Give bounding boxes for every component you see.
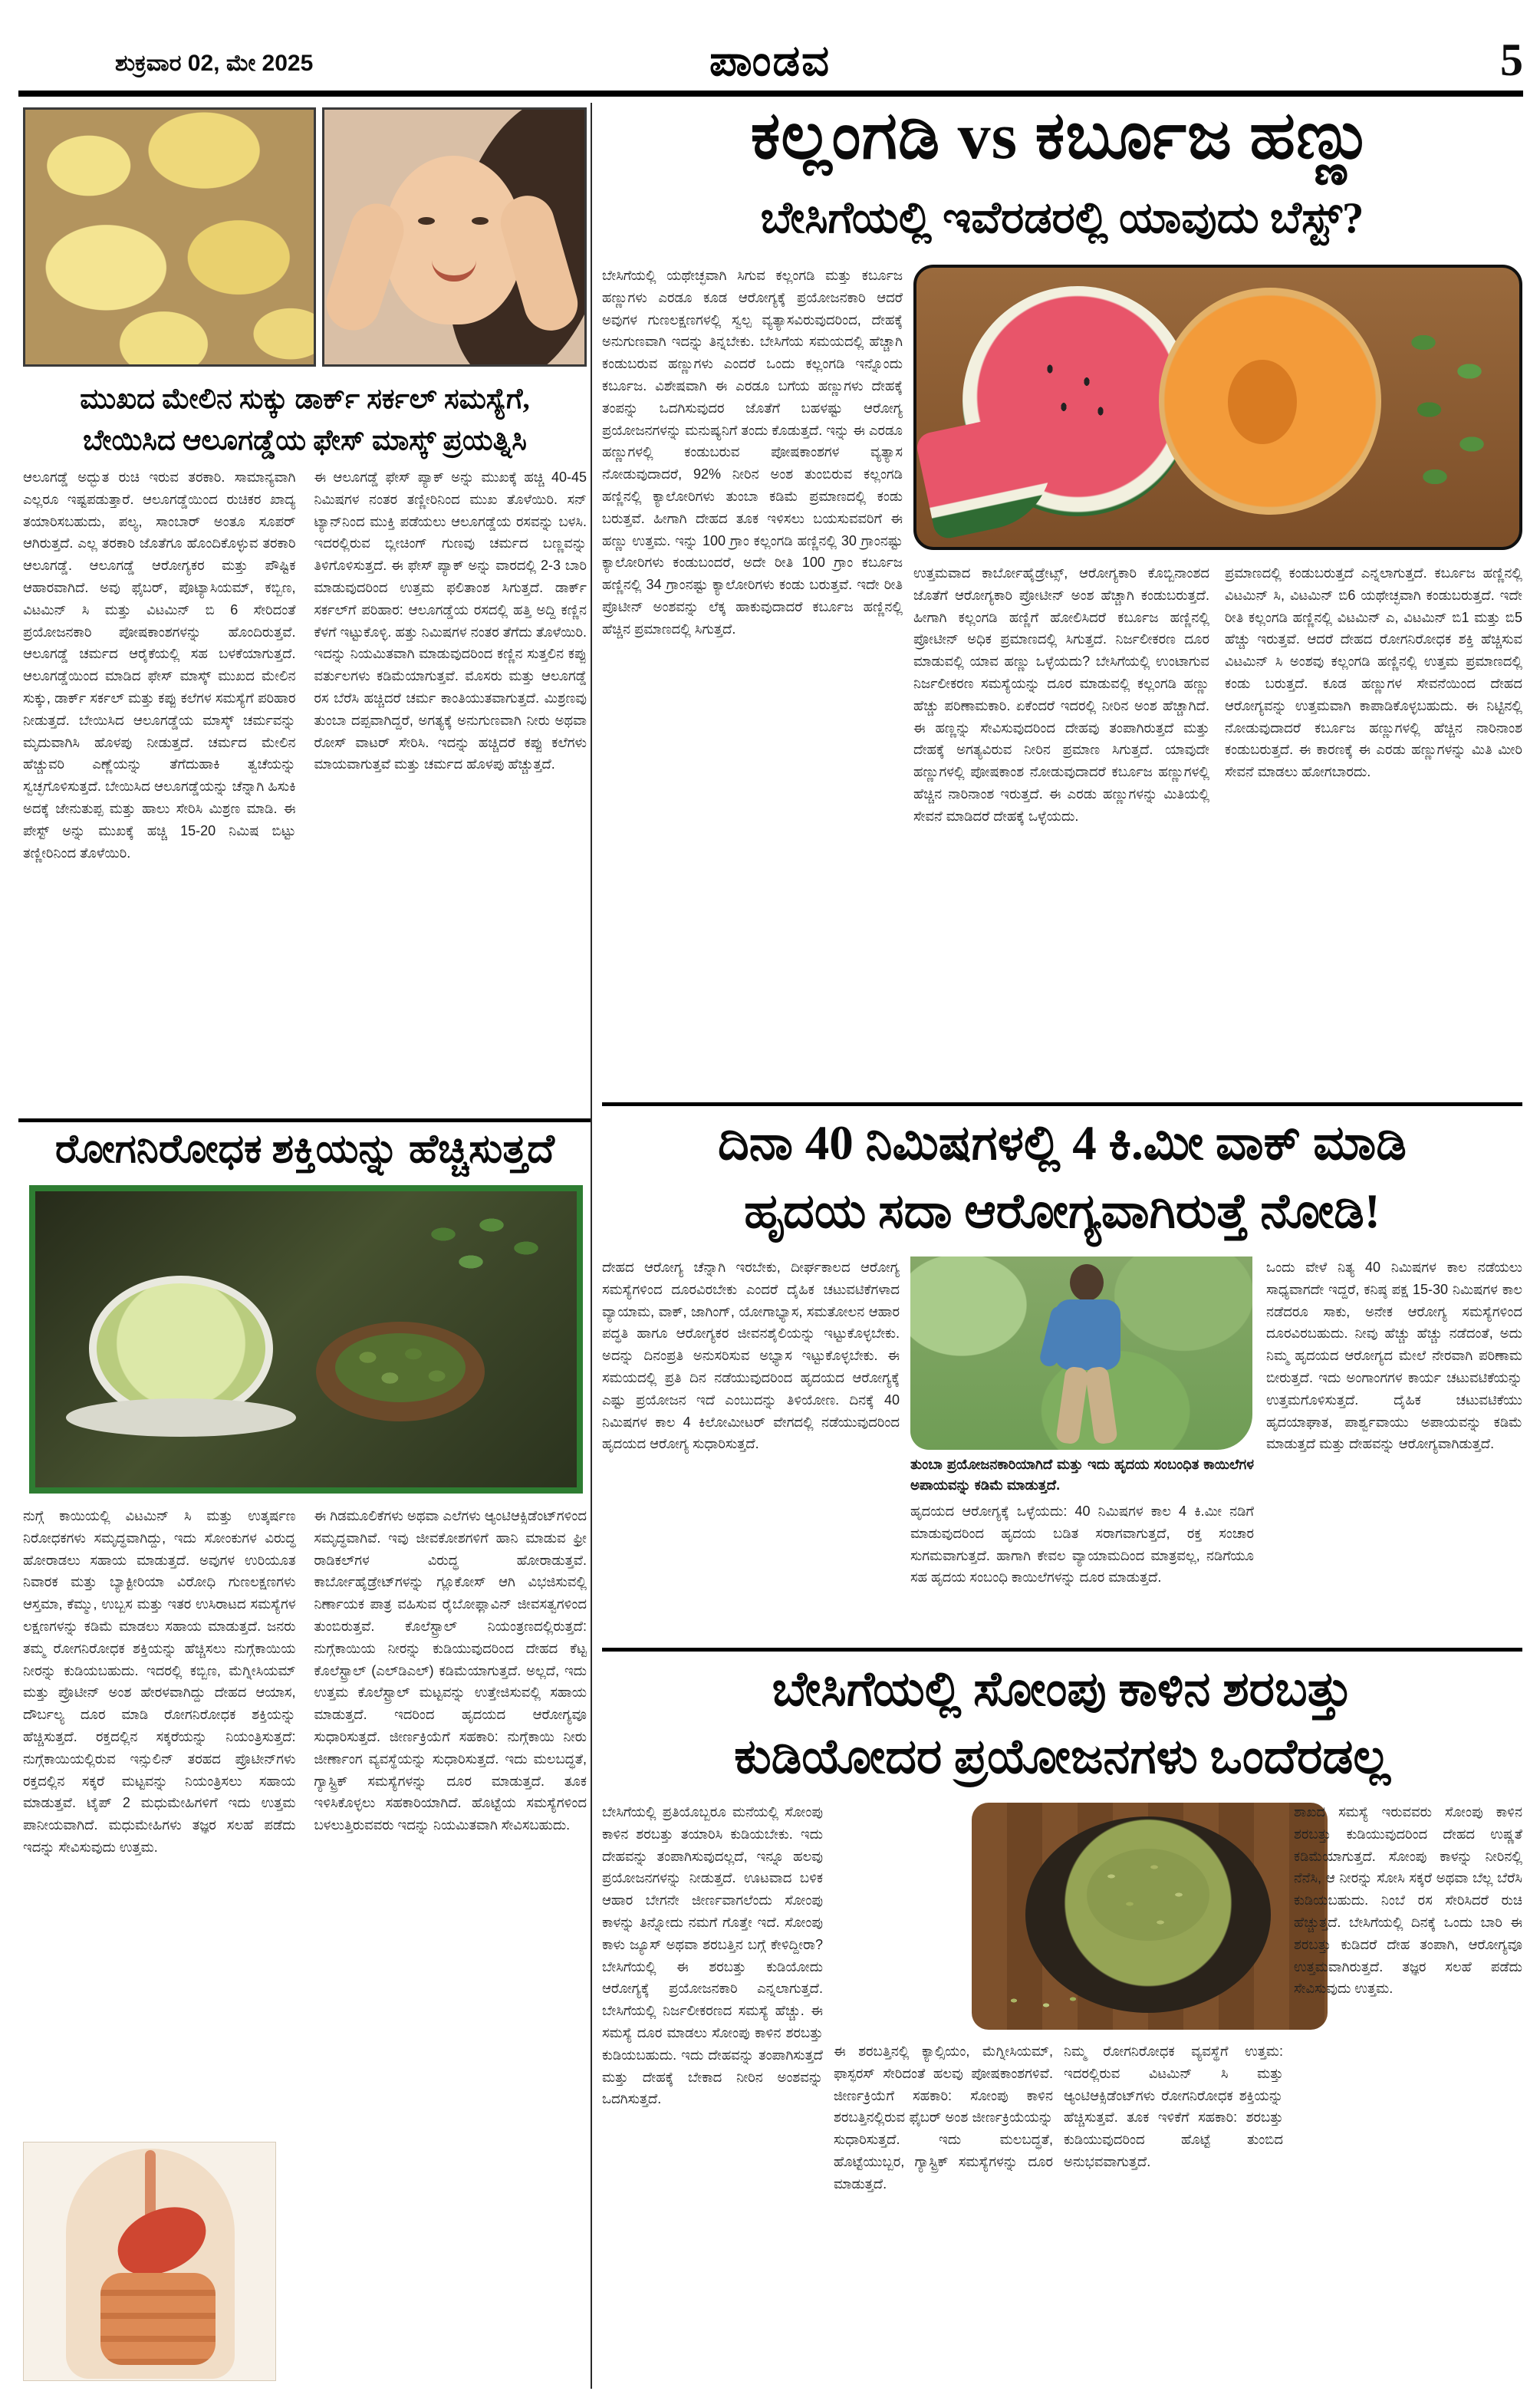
woman-eye-left xyxy=(418,217,435,225)
woman-face-photo xyxy=(322,107,587,367)
walk-body-column-1: ದೇಹದ ಆರೋಗ್ಯ ಚೆನ್ನಾಗಿ ಇರಬೇಕು, ದೀರ್ಘಕಾಲದ ಆರೋಗ್ಯ ಸಮಸ್ಯೆಗಳಿಂದ ದೂರವಿರಬೇಕು ಎಂದರೆ ದೈಹಿಕ ಚಟುವಟಿಕೆಗಳಾದ ವ್ಯಾಯಾಮ, ವಾಕ್, ಜಾಗಿಂಗ್, ಯೋಗಾಭ್ಯಾಸ, ಸಮತೋಲನ ಆಹಾರ ಪದ್ಧತಿ ಹಾಗೂ ಆರೋಗ್ಯಕರ ಜೀವನಶೈಲಿಯನ್ನು ಇಟ್ಟುಕೊಳ್ಳಬೇಕು. ಅದನ್ನು ದಿನಂಪ್ರತಿ ಅನುಸರಿಸುವ ಅಭ್ಯಾಸ ಇಟ್ಟುಕೊಳ್ಳಬೇಕು. ಈ ಸಮಯದಲ್ಲಿ ಪ್ರತಿ ದಿನ ನಡೆಯುವುದರಿಂದ ಹೃದಯದ ಆರೋಗ್ಯಕ್ಕೆ ಎಷ್ಟು ಪ್ರಯೋಜನ ಇದೆ ಎಂಬುದನ್ನು ತಿಳಿಯೋಣ. ದಿನಕ್ಕೆ 40 ನಿಮಿಷಗಳ ಕಾಲ 4 ಕಿಲೋಮೀಟರ್ ವೇಗದಲ್ಲಿ ನಡೆಯುವುದರಿಂದ ಹೃದಯದ ಆರೋಗ್ಯ ಸುಧಾರಿಸುತ್ತದೆ. xyxy=(602,1260,900,1452)
immunity-article-headline: ರೋಗನಿರೋಧಕ ಶಕ್ತಿಯನ್ನು ಹೆಚ್ಚಿಸುತ್ತದೆ xyxy=(55,1128,554,1171)
column-divider xyxy=(591,103,592,2389)
walk-body-column-2 xyxy=(910,1256,1254,1640)
digestive-system-illustration xyxy=(23,2142,276,2381)
green-tea-moringa-photo xyxy=(29,1185,583,1494)
tea-leaves xyxy=(335,1333,466,1402)
fennel-article-headline xyxy=(602,1655,1522,1790)
intestines xyxy=(100,2273,216,2365)
man-leg-right xyxy=(1084,1365,1118,1444)
immunity-body-column-1 xyxy=(23,1505,296,2386)
melon-body-column-1: ಬೇಸಿಗೆಯಲ್ಲಿ ಯಥೇಚ್ಛವಾಗಿ ಸಿಗುವ ಕಲ್ಲಂಗಡಿ ಮತ್ತು ಕರ್ಬೂಜ ಹಣ್ಣುಗಳು ಎರಡೂ ಕೂಡ ಆರೋಗ್ಯಕ್ಕೆ ಪ್ರಯೋಜನಕಾರಿ ಆದರೆ ಅವುಗಳ ಗುಣಲಕ್ಷಣಗಳಲ್ಲಿ ಸ್ವಲ್ಪ ವ್ಯತ್ಯಾಸವಿರುವುದರಿಂದ, ದೇಹಕ್ಕೆ ಅನುಗುಣವಾಗಿ ಇದನ್ನು ತಿನ್ನಬೇಕು. ಬೇಸಿಗೆಯ ಸಮಯದಲ್ಲಿ ಹೆಚ್ಚಾಗಿ ಕಂಡುಬರುವ ಹಣ್ಣುಗಳು ಎಂದರೆ ಒಂದು ಕಲ್ಲಂಗಡಿ ಇನ್ನೊಂದು ಕರ್ಬೂಜ. ವಿಶೇಷವಾಗಿ ಈ ಎರಡೂ ಬಗೆಯ ಹಣ್ಣುಗಳು ದೇಹಕ್ಕೆ ತಂಪನ್ನು ಒದಗಿಸುವುದರ ಜೊತೆಗೆ ಬಹಳಷ್ಟು ಆರೋಗ್ಯ ಪ್ರಯೋಜನಗಳನ್ನು ಮನುಷ್ಯನಿಗೆ ತಂದು ಕೊಡುತ್ತದೆ. ಇನ್ನು ಈ ಎರಡೂ ಹಣ್ಣುಗಳಲ್ಲಿ ಕಂಡುಬರುವ ಪೋಷಕಾಂಶಗಳ ವ್ಯತ್ಯಾಸ ನೋಡುವುದಾದರೆ, 92% ನೀರಿನ ಅಂಶ ತುಂಬಿರುವ ಕಲ್ಲಂಗಡಿ ಹಣ್ಣಿನಲ್ಲಿ ಕ್ಯಾಲೋರಿಗಳು ತುಂಬಾ ಕಡಿಮೆ ಪ್ರಮಾಣದಲ್ಲಿ ಕಂಡು ಬರುತ್ತವೆ. ಹೀಗಾಗಿ ದೇಹದ ತೂಕ ಇಳಿಸಲು ಬಯಸುವವರಿಗೆ ಈ ಹಣ್ಣು ಉತ್ತಮ. ಇನ್ನು 100 ಗ್ರಾಂ ಕಲ್ಲಂಗಡಿ ಹಣ್ಣಿನಲ್ಲಿ 30 ಗ್ರಾಂನಷ್ಟು ಕ್ಯಾಲೋರಿಗಳು ಕಂಡುಬಂದರೆ, ಅದೇ ರೀತಿ 100 ಗ್ರಾಂ ಕರ್ಬೂಜ ಹಣ್ಣಿನಲ್ಲಿ 34 ಗ್ರಾಂನಷ್ಟು ಕ್ಯಾಲೋರಿಗಳು ಕಂಡು ಬರುತ್ತವೆ. ಇದೇ ರೀತಿ ಪ್ರೊಟೀನ್ ಅಂಶವನ್ನು ಲೆಕ್ಕ ಹಾಕುವುದಾದರೆ ಕರ್ಬೂಜ ಹಣ್ಣಿನಲ್ಲಿ ಹೆಚ್ಚಿನ ಪ್ರಮಾಣದಲ್ಲಿ ಸಿಗುತ್ತದೆ. xyxy=(602,268,903,637)
edition-date: ಶುಕ್ರವಾರ 02, ಮೇ 2025 xyxy=(115,51,314,76)
potato-headline-line1: ಮುಖದ ಮೇಲಿನ ಸುಕ್ಕು ಡಾರ್ಕ್ ಸರ್ಕಲ್ ಸಮಸ್ಯೆಗೆ, xyxy=(80,384,530,415)
walk-body-column-3: ಒಂದು ವೇಳೆ ನಿತ್ಯ 40 ನಿಮಿಷಗಳ ಕಾಲ ನಡೆಯಲು ಸಾಧ್ಯವಾಗದೇ ಇದ್ದರೆ, ಕನಿಷ್ಠ ಪಕ್ಷ 15-30 ನಿಮಿಷಗಳ ಕಾಲ ನಡೆದರೂ ಸಾಕು, ಅನೇಕ ಆರೋಗ್ಯ ಸಮಸ್ಯೆಗಳಿಂದ ದೂರವಿರಬಹುದು. ನೀವು ಹೆಚ್ಚು ಹೆಚ್ಚು ನಡೆದಂತೆ, ಅದು ನಿಮ್ಮ ಹೃದಯದ ಆರೋಗ್ಯದ ಮೇಲೆ ನೇರವಾಗಿ ಪರಿಣಾಮ ಬೀರುತ್ತದೆ. ಇದು ಅಂಗಾಂಗಗಳ ಕಾರ್ಯ ಚಟುವಟಿಕೆಯನ್ನು ಉತ್ತಮಗೊಳಿಸುತ್ತದೆ. ದೈಹಿಕ ಚಟುವಟಿಕೆಯು ಹೃದಯಾಘಾತ, ಪಾರ್ಶ್ವವಾಯು ಅಪಾಯವನ್ನು ಕಡಿಮೆ ಮಾಡುತ್ತದೆ ಮತ್ತು ದೇಹವನ್ನು ಆರೋಗ್ಯವಾಗಿಡುತ್ತದೆ. xyxy=(1266,1260,1522,1452)
immunity-article-body xyxy=(23,1505,587,2386)
section-rule xyxy=(602,1102,1522,1106)
potato-headline-line2: ಬೇಯಿಸಿದ ಆಲೂಗಡ್ಡೆಯ ಫೇಸ್ ಮಾಸ್ಕ್ ಪ್ರಯತ್ನಿಸಿ xyxy=(83,424,527,456)
melon-body-column-2: ಉತ್ತಮವಾದ ಕಾರ್ಬೋಹೈಡ್ರೇಟ್ಸ್, ಆರೋಗ್ಯಕಾರಿ ಕೊಬ್ಬಿನಾಂಶದ ಜೊತೆಗೆ ಆರೋಗ್ಯಕಾರಿ ಪ್ರೋಟೀನ್ ಅಂಶ ಹೆಚ್ಚಾಗಿ ಕಂಡುಬರುತ್ತದೆ. ಹೀಗಾಗಿ ಕಲ್ಲಂಗಡಿ ಹಣ್ಣಿಗೆ ಹೋಲಿಸಿದರೆ ಕರ್ಬೂಜ ಹಣ್ಣಿನಲ್ಲಿ ಪ್ರೋಟೀನ್ ಅಧಿಕ ಪ್ರಮಾಣದಲ್ಲಿ ಸಿಗುತ್ತದೆ. ನಿರ್ಜಲೀಕರಣ ದೂರ ಮಾಡುವಲ್ಲಿ ಯಾವ ಹಣ್ಣು ಒಳ್ಳೆಯದು? ಬೇಸಿಗೆಯಲ್ಲಿ ಉಂಟಾಗುವ ನಿರ್ಜಲೀಕರಣ ಸಮಸ್ಯೆಯನ್ನು ದೂರ ಮಾಡುವಲ್ಲಿ ಕಲ್ಲಂಗಡಿ ಹಣ್ಣು ಹೆಚ್ಚು ಪರಿಣಾಮಕಾರಿ. ಏಕೆಂದರೆ ಇದರಲ್ಲಿ ನೀರಿನ ಅಂಶ ಹೆಚ್ಚಾಗಿದೆ. ಈ ಹಣ್ಣನ್ನು ಸೇವಿಸುವುದರಿಂದ ದೇಹವು ತಂಪಾಗಿರುತ್ತದೆ ಮತ್ತು ದೇಹಕ್ಕೆ ಅಗತ್ಯವಿರುವ ನೀರಿನ ಪ್ರಮಾಣ ಸಿಗುತ್ತದೆ. ಯಾವುದೇ ಹಣ್ಣುಗಳಲ್ಲಿ ಪೋಷಕಾಂಶ ನೋಡುವುದಾದರೆ ಕರ್ಬೂಜ ಹಣ್ಣುಗಳಲ್ಲಿ ಹೆಚ್ಚಿನ ನಾರಿನಾಂಶ ಇರುತ್ತದೆ. ಈ ಎರಡು ಹಣ್ಣುಗಳನ್ನು ಮಿತಿಯಲ್ಲಿ ಸೇವನೆ ಮಾಡಿದರೆ ದೇಹಕ್ಕೆ ಒಳ್ಳೆಯದು. xyxy=(913,565,1209,824)
potato-article-headline xyxy=(23,379,587,461)
watermelon-muskmelon-photo xyxy=(913,265,1522,550)
walk-article-body xyxy=(602,1256,1522,1642)
walk-article-headline xyxy=(602,1109,1522,1247)
fennel-body-column-1: ಬೇಸಿಗೆಯಲ್ಲಿ ಪ್ರತಿಯೊಬ್ಬರೂ ಮನೆಯಲ್ಲಿ ಸೋಂಪು ಕಾಳಿನ ಶರಬತ್ತು ತಯಾರಿಸಿ ಕುಡಿಯಬೇಕು. ಇದು ದೇಹವನ್ನು ತಂಪಾಗಿಸುವುದಲ್ಲದೆ, ಇನ್ನೂ ಹಲವು ಪ್ರಯೋಜನಗಳನ್ನು ನೀಡುತ್ತದೆ. ಊಟವಾದ ಬಳಿಕ ಆಹಾರ ಬೇಗನೇ ಜೀರ್ಣವಾಗಲೆಂದು ಸೋಂಪು ಕಾಳನ್ನು ತಿನ್ನೋದು ನಮಗೆ ಗೊತ್ತೇ ಇದೆ. ಸೋಂಪು ಕಾಳು ಜ್ಯೂಸ್ ಅಥವಾ ಶರಬತ್ತಿನ ಬಗ್ಗೆ ಕೇಳಿದ್ದೀರಾ? ಬೇಸಿಗೆಯಲ್ಲಿ ಈ ಶರಬತ್ತು ಕುಡಿಯೋದು ಆರೋಗ್ಯಕ್ಕೆ ಪ್ರಯೋಜನಕಾರಿ ಎನ್ನಲಾಗುತ್ತದೆ. ಬೇಸಿಗೆಯಲ್ಲಿ ನಿರ್ಜಲೀಕರಣದ ಸಮಸ್ಯೆ ಹೆಚ್ಚು. ಈ ಸಮಸ್ಯೆ ದೂರ ಮಾಡಲು ಸೋಂಪು ಕಾಳಿನ ಶರಬತ್ತು ಕುಡಿಯಬಹುದು. ಇದು ದೇಹವನ್ನು ತಂಪಾಗಿಸುತ್ತದೆ ಮತ್ತು ದೇಹಕ್ಕೆ ಬೇಕಾದ ನೀರಿನ ಅಂಶವನ್ನು ಒದಗಿಸುತ್ತದೆ. xyxy=(602,1804,823,2107)
walk-photo-caption: ತುಂಬಾ ಪ್ರಯೋಜನಕಾರಿಯಾಗಿದೆ ಮತ್ತು ಇದು ಹೃದಯ ಸಂಬಂಧಿತ ಕಾಯಿಲೆಗಳ ಅಪಾಯವನ್ನು ಕಡಿಮೆ ಮಾಡುತ್ತದೆ. xyxy=(910,1457,1254,1493)
watermelon-seeds xyxy=(1032,352,1124,436)
melon-article-subheadline: ಬೇಸಿಗೆಯಲ್ಲಿ ಇವೆರಡರಲ್ಲಿ ಯಾವುದು ಬೆಸ್ಟ್? xyxy=(760,194,1364,242)
walking-man-photo xyxy=(910,1256,1252,1450)
potato-body-column-2: ಈ ಆಲೂಗಡ್ಡೆ ಫೇಸ್ ಪ್ಯಾಕ್ ಅನ್ನು ಮುಖಕ್ಕೆ ಹಚ್ಚಿ 40-45 ನಿಮಿಷಗಳ ನಂತರ ತಣ್ಣೀರಿನಿಂದ ಮುಖ ತೊಳೆಯಿರಿ. ಸನ್ ಟ್ಯಾನ್‌ನಿಂದ ಮುಕ್ತಿ ಪಡೆಯಲು ಆಲೂಗಡ್ಡೆಯ ರಸವನ್ನು ಬಳಸಿ. ಇದರಲ್ಲಿರುವ ಬ್ಲೀಚಿಂಗ್ ಗುಣವು ಚರ್ಮದ ಬಣ್ಣವನ್ನು ತಿಳಿಗೊಳಿಸುತ್ತದೆ. ಈ ಫೇಸ್ ಪ್ಯಾಕ್ ಅನ್ನು ವಾರದಲ್ಲಿ 2-3 ಬಾರಿ ಮಾಡುವುದರಿಂದ ಉತ್ತಮ ಫಲಿತಾಂಶ ಸಿಗುತ್ತದೆ. ಡಾರ್ಕ್ ಸರ್ಕಲ್‌ಗೆ ಪರಿಹಾರ: ಆಲೂಗಡ್ಡೆಯ ರಸದಲ್ಲಿ ಹತ್ತಿ ಅದ್ದಿ ಕಣ್ಣಿನ ಕೆಳಗೆ ಇಟ್ಟುಕೊಳ್ಳಿ. ಹತ್ತು ನಿಮಿಷಗಳ ನಂತರ ತೆಗೆದು ತೊಳೆಯಿರಿ. ಇದನ್ನು ನಿಯಮಿತವಾಗಿ ಮಾಡುವುದರಿಂದ ಕಣ್ಣಿನ ಸುತ್ತಲಿನ ಕಪ್ಪು ವರ್ತುಲಗಳು ಕಡಿಮೆಯಾಗುತ್ತವೆ. ಮೊಸರು ಮತ್ತು ಆಲೂಗಡ್ಡೆ ರಸ ಬೆರೆಸಿ ಹಚ್ಚಿದರೆ ಚರ್ಮ ಕಾಂತಿಯುತವಾಗುತ್ತದೆ. ಮಿಶ್ರಣವು ತುಂಬಾ ದಪ್ಪವಾಗಿದ್ದರೆ, ಅಗತ್ಯಕ್ಕೆ ಅನುಗುಣವಾಗಿ ನೀರು ಅಥವಾ ರೋಸ್ ವಾಟರ್ ಸೇರಿಸಿ. ಇದನ್ನು ಹಚ್ಚಿದರೆ ಕಪ್ಪು ಕಲೆಗಳು ಮಾಯವಾಗುತ್ತವೆ ಮತ್ತು ಚರ್ಮದ ಹೊಳಪು ಹೆಚ್ಚುತ್ತದೆ. xyxy=(314,469,587,772)
melon-body-column-3: ಪ್ರಮಾಣದಲ್ಲಿ ಕಂಡುಬರುತ್ತದೆ ಎನ್ನಲಾಗುತ್ತದೆ. ಕರ್ಬೂಜ ಹಣ್ಣಿನಲ್ಲಿ ವಿಟಮಿನ್ ಸಿ, ವಿಟಮಿನ್ ಬಿ6 ಯಥೇಚ್ಛವಾಗಿ ಕಂಡುಬರುತ್ತದೆ. ಇದೇ ರೀತಿ ಕಲ್ಲಂಗಡಿ ಹಣ್ಣಿನಲ್ಲಿ ವಿಟಮಿನ್ ಎ, ವಿಟಮಿನ್ ಬಿ1 ಮತ್ತು ಬಿ5 ಹೆಚ್ಚು ಇರುತ್ತವೆ. ಆದರೆ ದೇಹದ ರೋಗನಿರೋಧಕ ಶಕ್ತಿ ಹೆಚ್ಚಿಸುವ ವಿಟಮಿನ್ ಸಿ ಅಂಶವು ಕಲ್ಲಂಗಡಿ ಹಣ್ಣಿನಲ್ಲಿ ಉತ್ತಮ ಪ್ರಮಾಣದಲ್ಲಿ ಕಂಡು ಬರುತ್ತದೆ. ಕೂಡ ಹಣ್ಣುಗಳ ಸೇವನೆಯಿಂದ ದೇಹದ ಆರೋಗ್ಯವನ್ನು ಉತ್ತಮವಾಗಿ ಕಾಪಾಡಿಕೊಳ್ಳಬಹುದು. ಈ ನಿಟ್ಟಿನಲ್ಲಿ ನೋಡುವುದಾದರೆ ಕರ್ಬೂಜ ಹಣ್ಣುಗಳಲ್ಲಿ ಹೆಚ್ಚಿನ ನಾರಿನಾಂಶ ಕಂಡುಬರುತ್ತದೆ. ಈ ಕಾರಣಕ್ಕೆ ಈ ಎರಡು ಹಣ್ಣುಗಳನ್ನು ಮಿತಿ ಮೀರಿ ಸೇವನೆ ಮಾಡಲು ಹೋಗಬಾರದು. xyxy=(1225,565,1522,780)
mint-leaves xyxy=(1389,314,1504,506)
section-rule xyxy=(602,1648,1522,1652)
fennel-body-column-3: ನಿಮ್ಮ ರೋಗನಿರೋಧಕ ವ್ಯವಸ್ಥೆಗೆ ಉತ್ತಮ: ಇದರಲ್ಲಿರುವ ವಿಟಮಿನ್ ಸಿ ಮತ್ತು ಆ್ಯಂಟಿಆಕ್ಸಿಡೆಂಟ್‌ಗಳು ರೋಗನಿರೋಧಕ ಶಕ್ತಿಯನ್ನು ಹೆಚ್ಚಿಸುತ್ತವೆ. ತೂಕ ಇಳಿಕೆಗೆ ಸಹಕಾರಿ: ಶರಬತ್ತು ಕುಡಿಯುವುದರಿಂದ ಹೊಟ್ಟೆ ತುಂಬಿದ ಅನುಭವವಾಗುತ್ತದೆ. xyxy=(1064,2044,1283,2169)
immunity-body-column-2: ಈ ಗಿಡಮೂಲಿಕೆಗಳು ಅಥವಾ ಎಲೆಗಳು ಆ್ಯಂಟಿಆಕ್ಸಿಡೆಂಟ್‌ಗಳಿಂದ ಸಮೃದ್ಧವಾಗಿವೆ. ಇವು ಜೀವಕೋಶಗಳಿಗೆ ಹಾನಿ ಮಾಡುವ ಫ್ರೀ ರಾಡಿಕಲ್‌ಗಳ ವಿರುದ್ಧ ಹೋರಾಡುತ್ತವೆ. ಕಾರ್ಬೋಹೈಡ್ರೇಟ್‌ಗಳನ್ನು ಗ್ಲೂಕೋಸ್ ಆಗಿ ವಿಭಜಿಸುವಲ್ಲಿ ನಿರ್ಣಾಯಕ ಪಾತ್ರ ವಹಿಸುವ ರೈಬೋಫ್ಲಾವಿನ್ ಜೀವಸತ್ವಗಳಿಂದ ತುಂಬಿರುತ್ತವೆ. ಕೊಲೆಸ್ಟ್ರಾಲ್ ನಿಯಂತ್ರಣದಲ್ಲಿರುತ್ತದೆ: ನುಗ್ಗೆಕಾಯಿಯ ನೀರನ್ನು ಕುಡಿಯುವುದರಿಂದ ದೇಹದ ಕೆಟ್ಟ ಕೊಲೆಸ್ಟ್ರಾಲ್ (ಎಲ್‌ಡಿಎಲ್) ಕಡಿಮೆಯಾಗುತ್ತದೆ. ಅಲ್ಲದೆ, ಇದು ಉತ್ತಮ ಕೊಲೆಸ್ಟ್ರಾಲ್ ಮಟ್ಟವನ್ನು ಉತ್ತೇಜಿಸುವಲ್ಲಿ ಸಹಾಯ ಮಾಡುತ್ತದೆ. ಇದರಿಂದ ಹೃದಯದ ಆರೋಗ್ಯವೂ ಸುಧಾರಿಸುತ್ತದೆ. ಜೀರ್ಣಕ್ರಿಯೆಗೆ ಸಹಕಾರಿ: ನುಗ್ಗೆಕಾಯಿ ನೀರು ಜೀರ್ಣಾಂಗ ವ್ಯವಸ್ಥೆಯನ್ನು ಸುಧಾರಿಸುತ್ತದೆ. ಇದು ಮಲಬದ್ಧತೆ, ಗ್ಯಾಸ್ಟ್ರಿಕ್ ಸಮಸ್ಯೆಗಳನ್ನು ದೂರ ಮಾಡುತ್ತದೆ. ತೂಕ ಇಳಿಸಿಕೊಳ್ಳಲು ಸಹಕಾರಿಯಾಗಿದೆ. ಹೊಟ್ಟೆಯ ಸಮಸ್ಯೆಗಳಿಂದ ಬಳಲುತ್ತಿರುವವರು ಇದನ್ನು ನಿಯಮಿತವಾಗಿ ಸೇವಿಸಬಹುದು. xyxy=(314,1508,587,1833)
leaf-branch xyxy=(416,1207,554,1299)
melon-article-headline: ಕಲ್ಲಂಗಡಿ vs ಕರ್ಬೂಜ ಹಣ್ಣು xyxy=(750,99,1374,173)
header-rule xyxy=(18,91,1523,97)
immunity-column-1-text: ನುಗ್ಗೆ ಕಾಯಿಯಲ್ಲಿ ವಿಟಮಿನ್ ಸಿ ಮತ್ತು ಉತ್ಕರ್ಷಣ ನಿರೋಧಕಗಳು ಸಮೃದ್ಧವಾಗಿದ್ದು, ಇದು ಸೋಂಕುಗಳ ವಿರುದ್ಧ ಹೋರಾಡಲು ಸಹಾಯ ಮಾಡುತ್ತದೆ. ಅವುಗಳ ಉರಿಯೂತ ನಿವಾರಕ ಮತ್ತು ಬ್ಯಾಕ್ಟೀರಿಯಾ ವಿರೋಧಿ ಗುಣಲಕ್ಷಣಗಳು ಆಸ್ತಮಾ, ಕೆಮ್ಮು, ಉಬ್ಬಸ ಮತ್ತು ಇತರ ಉಸಿರಾಟದ ಸಮಸ್ಯೆಗಳ ಲಕ್ಷಣಗಳನ್ನು ಕಡಿಮೆ ಮಾಡಲು ಸಹಾಯ ಮಾಡುತ್ತದೆ. ಜನರು ತಮ್ಮ ರೋಗನಿರೋಧಕ ಶಕ್ತಿಯನ್ನು ಹೆಚ್ಚಿಸಲು ನುಗ್ಗೆಕಾಯಿಯ ನೀರನ್ನು ಕುಡಿಯಬಹುದು. ಇದರಲ್ಲಿ ಕಬ್ಬಿಣ, ಮೆಗ್ನೀಸಿಯಮ್ ಮತ್ತು ಪ್ರೊಟೀನ್ ಅಂಶ ಹೇರಳವಾಗಿದ್ದು ದೇಹದ ಆಯಾಸ, ದೌರ್ಬಲ್ಯ ದೂರ ಮಾಡಿ ರೋಗನಿರೋಧಕ ಶಕ್ತಿಯನ್ನು ಹೆಚ್ಚಿಸುತ್ತದೆ. ರಕ್ತದಲ್ಲಿನ ಸಕ್ಕರೆಯನ್ನು ನಿಯಂತ್ರಿಸುತ್ತದೆ: ನುಗ್ಗೆಕಾಯಿಯಲ್ಲಿರುವ ಇನ್ಸುಲಿನ್ ತರಹದ ಪ್ರೊಟೀನ್‌ಗಳು ರಕ್ತದಲ್ಲಿನ ಸಕ್ಕರೆ ಮಟ್ಟವನ್ನು ನಿಯಂತ್ರಿಸಲು ಸಹಾಯ ಮಾಡುತ್ತವೆ. ಟೈಪ್ 2 ಮಧುಮೇಹಿಗಳಿಗೆ ಇದು ಉತ್ತಮ ಪಾನೀಯವಾಗಿದೆ. ಮಧುಮೇಹಿಗಳು ತಜ್ಞರ ಸಲಹೆ ಪಡೆದು ಇದನ್ನು ಸೇವಿಸುವುದು ಉತ್ತಮ. xyxy=(23,1508,296,1855)
walk-headline-line1: ದಿನಾ 40 ನಿಮಿಷಗಳಲ್ಲಿ 4 ಕಿ.ಮೀ ವಾಕ್ ಮಾಡಿ xyxy=(718,1116,1407,1170)
fennel-headline-line2: ಕುಡಿಯೋದರ ಪ್ರಯೋಜನಗಳು ಒಂದೆರಡಲ್ಲ xyxy=(734,1730,1390,1784)
boiled-potatoes-photo xyxy=(23,107,316,367)
masthead-title: ಪಾಂಡವ xyxy=(709,38,831,85)
fennel-headline-line1: ಬೇಸಿಗೆಯಲ್ಲಿ ಸೋಂಪು ಕಾಳಿನ ಶರಬತ್ತು xyxy=(772,1662,1353,1716)
potato-article-photos xyxy=(23,107,587,367)
watermelon-wedge xyxy=(914,409,1064,541)
tea-saucer xyxy=(66,1398,296,1437)
esophagus xyxy=(145,2150,156,2219)
page-number: 5 xyxy=(1500,35,1523,85)
walk-column-2-text: ಹೃದಯದ ಆರೋಗ್ಯಕ್ಕೆ ಒಳ್ಳೆಯದು: 40 ನಿಮಿಷಗಳ ಕಾಲ 4 ಕಿ.ಮೀ ನಡಿಗೆ ಮಾಡುವುದರಿಂದ ಹೃದಯ ಬಡಿತ ಸರಾಗವಾಗುತ್ತದೆ, ರಕ್ತ ಸಂಚಾರ ಸುಗಮವಾಗುತ್ತದೆ. ಹಾಗಾಗಿ ಕೇವಲ ವ್ಯಾಯಾಮದಿಂದ ಮಾತ್ರವಲ್ಲ, ನಡಿಗೆಯೂ ಸಹ ಹೃದಯ ಸಂಬಂಧಿ ಕಾಯಿಲೆಗಳನ್ನು ದೂರ ಮಾಡುತ್ತದೆ. xyxy=(910,1504,1254,1586)
fennel-body-column-2: ಈ ಶರಬತ್ತಿನಲ್ಲಿ ಕ್ಯಾಲ್ಸಿಯಂ, ಮೆಗ್ನೀಸಿಯಮ್, ಫಾಸ್ಫರಸ್ ಸೇರಿದಂತೆ ಹಲವು ಪೋಷಕಾಂಶಗಳಿವೆ. ಜೀರ್ಣಕ್ರಿಯೆಗೆ ಸಹಕಾರಿ: ಸೋಂಪು ಕಾಳಿನ ಶರಬತ್ತಿನಲ್ಲಿರುವ ಫೈಬರ್ ಅಂಶ ಜೀರ್ಣಕ್ರಿಯೆಯನ್ನು ಸುಧಾರಿಸುತ್ತದೆ. ಇದು ಮಲಬದ್ಧತೆ, ಹೊಟ್ಟೆಯುಬ್ಬರ, ಗ್ಯಾಸ್ಟ್ರಿಕ್ ಸಮಸ್ಯೆಗಳನ್ನು ದೂರ ಮಾಡುತ್ತದೆ. xyxy=(834,2044,1053,2192)
muskmelon-pit xyxy=(1228,360,1297,444)
potato-article-body xyxy=(23,466,587,1115)
man-leg-left xyxy=(1055,1365,1089,1444)
melon-article-body xyxy=(602,265,1522,1095)
woman-face xyxy=(384,156,522,324)
potato-body-column-1: ಆಲೂಗಡ್ಡೆ ಅದ್ಭುತ ರುಚಿ ಇರುವ ತರಕಾರಿ. ಸಾಮಾನ್ಯವಾಗಿ ಎಲ್ಲರೂ ಇಷ್ಟಪಡುತ್ತಾರೆ. ಆಲೂಗಡ್ಡೆಯಿಂದ ರುಚಿಕರ ಖಾದ್ಯ ತಯಾರಿಸಬಹುದು, ಪಲ್ಯ, ಸಾಂಬಾರ್ ಅಂತೂ ಸೂಪರ್ ಆಗಿರುತ್ತದೆ. ಎಲ್ಲ ತರಕಾರಿ ಜೊತೆಗೂ ಹೊಂದಿಕೊಳ್ಳುವ ತರಕಾರಿ ಆಲೂಗಡ್ಡೆ. ಆಲೂಗಡ್ಡೆ ಆರೋಗ್ಯಕರ ಮತ್ತು ಪೌಷ್ಟಿಕ ಆಹಾರವಾಗಿದೆ. ಅವು ಫೈಬರ್, ಪೊಟ್ಯಾಸಿಯಮ್, ಕಬ್ಬಿಣ, ವಿಟಮಿನ್ ಸಿ ಮತ್ತು ವಿಟಮಿನ್ ಬಿ 6 ಸೇರಿದಂತೆ ಪ್ರಯೋಜನಕಾರಿ ಪೋಷಕಾಂಶಗಳನ್ನು ಹೊಂದಿರುತ್ತವೆ. ಆಲೂಗಡ್ಡೆ ಚರ್ಮದ ಆರೈಕೆಯಲ್ಲಿ ಸಹ ಬಳಕೆಯಾಗುತ್ತದೆ. ಆಲೂಗಡ್ಡೆಯಿಂದ ಮಾಡಿದ ಫೇಸ್ ಮಾಸ್ಕ್ ಮುಖದ ಮೇಲಿನ ಸುಕ್ಕು, ಡಾರ್ಕ್ ಸರ್ಕಲ್ ಮತ್ತು ಕಪ್ಪು ಕಲೆಗಳ ಸಮಸ್ಯೆಗೆ ಪರಿಹಾರ ನೀಡುತ್ತದೆ. ಬೇಯಿಸಿದ ಆಲೂಗಡ್ಡೆಯ ಮಾಸ್ಕ್ ಚರ್ಮವನ್ನು ಮೃದುವಾಗಿಸಿ ಹೊಳಪು ನೀಡುತ್ತದೆ. ಚರ್ಮದ ಮೇಲಿನ ಹೆಚ್ಚುವರಿ ಎಣ್ಣೆಯನ್ನು ತೆಗೆದುಹಾಕಿ ತ್ವಚೆಯನ್ನು ಸ್ವಚ್ಛಗೊಳಿಸುತ್ತದೆ. ಬೇಯಿಸಿದ ಆಲೂಗಡ್ಡೆಯನ್ನು ಚೆನ್ನಾಗಿ ಹಿಸುಕಿ ಅದಕ್ಕೆ ಜೇನುತುಪ್ಪ ಮತ್ತು ಹಾಲು ಸೇರಿಸಿ ಮಿಶ್ರಣ ಮಾಡಿ. ಈ ಪೇಸ್ಟ್ ಅನ್ನು ಮುಖಕ್ಕೆ ಹಚ್ಚಿ 15-20 ನಿಮಿಷ ಬಿಟ್ಟು ತಣ್ಣೀರಿನಿಂದ ತೊಳೆಯಿರಿ. xyxy=(23,469,296,861)
woman-eye-right xyxy=(472,217,489,225)
fennel-body-column-4: ಶಾಖದ ಸಮಸ್ಯೆ ಇರುವವರು ಸೋಂಪು ಕಾಳಿನ ಶರಬತ್ತು ಕುಡಿಯುವುದರಿಂದ ದೇಹದ ಉಷ್ಣತೆ ಕಡಿಮೆಯಾಗುತ್ತದೆ. ಸೋಂಪು ಕಾಳನ್ನು ನೀರಿನಲ್ಲಿ ನೆನೆಸಿ, ಆ ನೀರನ್ನು ಸೋಸಿ ಸಕ್ಕರೆ ಅಥವಾ ಬೆಲ್ಲ ಬೆರೆಸಿ ಕುಡಿಯಬಹುದು. ನಿಂಬೆ ರಸ ಸೇರಿಸಿದರೆ ರುಚಿ ಹೆಚ್ಚುತ್ತದೆ. ಬೇಸಿಗೆಯಲ್ಲಿ ದಿನಕ್ಕೆ ಒಂದು ಬಾರಿ ಈ ಶರಬತ್ತು ಕುಡಿದರೆ ದೇಹ ತಂಪಾಗಿ, ಆರೋಗ್ಯವೂ ಉತ್ತಮವಾಗಿರುತ್ತದೆ. ತಜ್ಞರ ಸಲಹೆ ಪಡೆದು ಸೇವಿಸುವುದು ಉತ್ತಮ. xyxy=(1294,1804,1522,1997)
section-rule xyxy=(18,1118,591,1122)
man-head xyxy=(1070,1264,1104,1301)
walk-headline-line2: ಹೃದಯ ಸದಾ ಆರೋಗ್ಯವಾಗಿರುತ್ತೆ ನೋಡಿ! xyxy=(744,1184,1380,1239)
fennel-article-body xyxy=(602,1801,1522,2386)
